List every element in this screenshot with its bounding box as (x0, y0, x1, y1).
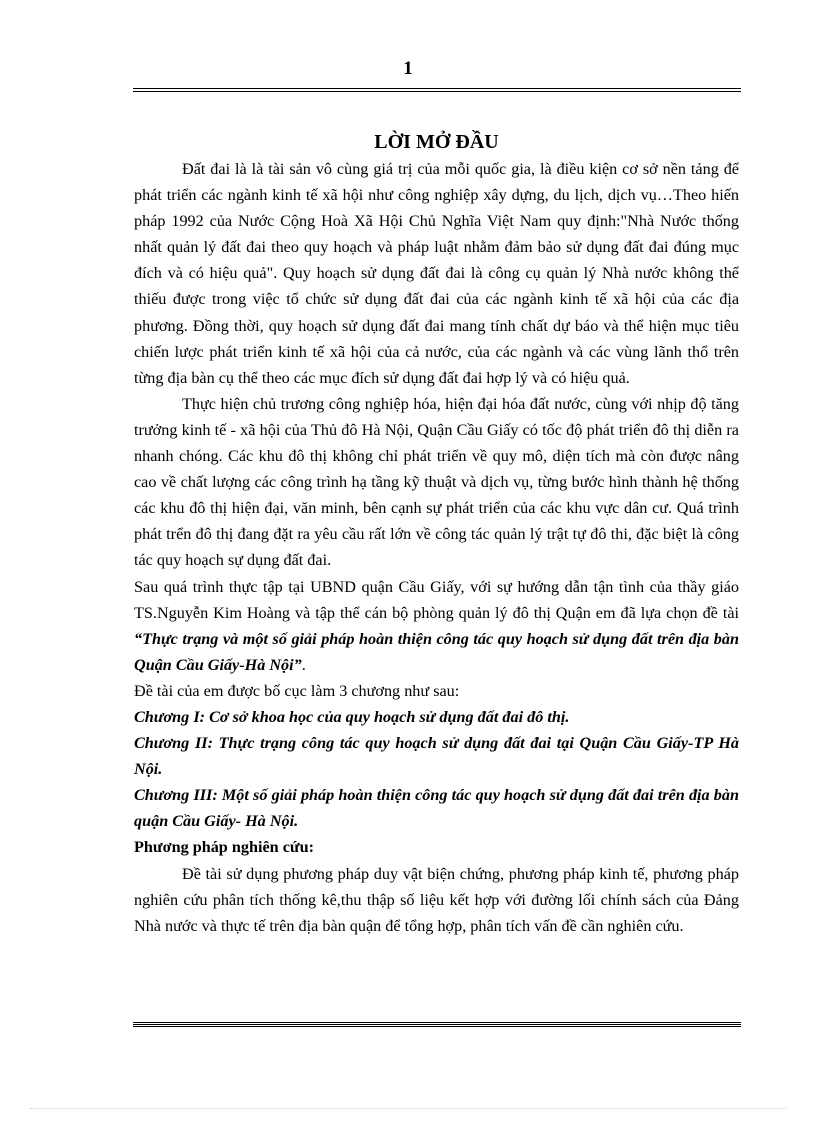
structure-intro: Đề tài của em được bố cục làm 3 chương như sau: (134, 681, 460, 700)
document-title: LỜI MỞ ĐẦU (374, 131, 499, 153)
footer-rule (133, 1022, 741, 1027)
chapter-2: Chương II: Thực trạng công tác quy hoạch sử dụng đất đai tại Quận Cầu Giấy-TP Hà Nội. (134, 734, 739, 779)
topic-intro-text: Sau quá trình thực tập tại UBND quận Cầu Giấy, với sự hướng dẫn tận tình của thầy giáo TS.Nguyễn Kim Hoàng và tập thể cán bộ phòng quản lý đô thị Quận em đã lựa chọn đề tài (134, 577, 739, 622)
header-rule (133, 88, 741, 92)
topic-paragraph (134, 574, 739, 678)
intro-paragraph-land-value: Đất đai là là tài sản vô cùng giá trị của mỗi quốc gia, là điều kiện cơ sở nền tảng để phát triển các ngành kinh tế xã hội như công nghiệp xây dựng, du lịch, dịch vụ…Theo hiến pháp 1992 của Nước Cộng Hoà Xã Hội Chủ Nghĩa Việt Nam quy định:"Nhà Nước thống nhất quản lý đất đai theo quy hoạch và pháp luật nhằm đảm bảo sử dụng đất đai đúng mục đích và có hiệu quả". Quy hoạch sử dụng đất đai là công cụ quản lý Nhà nước không thể thiếu được trong việc tổ chức sử dụng đất đai của các ngành kinh tế xã hội của các địa phương. Đồng thời, quy hoạch sử dụng đất đai mang tính chất dự báo và thể hiện mục tiêu chiến lược phát triển kinh tế xã hội của cả nước, của các ngành và các vùng lãnh thổ trên từng địa bàn cụ thể theo các mục đích sử dụng đất đai hợp lý và có hiệu quả. (134, 160, 739, 387)
chapter-3: Chương III: Một số giải pháp hoàn thiện công tác quy hoạch sử dụng đất đai trên địa bàn quận Cầu Giấy- Hà Nội. (134, 786, 739, 831)
methods-heading: Phương pháp nghiên cứu: (134, 838, 314, 857)
chapter-1: Chương I: Cơ sở khoa học của quy hoạch sử dụng đất đai đô thị. (134, 707, 570, 726)
topic-end-text: . (301, 655, 306, 674)
topic-title: “Thực trạng và một số giải pháp hoàn thiện công tác quy hoạch sử dụng đất trên địa bàn Quận Cầu Giấy-Hà Nội” (134, 629, 739, 674)
page-number: 1 (403, 58, 413, 79)
document-body (134, 128, 739, 939)
methods-paragraph: Đề tài sử dụng phương pháp duy vật biện chứng, phương pháp kinh tế, phương pháp nghiên cứu phân tích thống kê,thu thập số liệu kết hợp với đường lối chính sách của Đảng Nhà nước và thực tế trên địa bàn quận để tổng hợp, phân tích vấn đề cần nghiên cứu. (134, 864, 739, 935)
page-edge-dotted-line (30, 1108, 786, 1109)
intro-paragraph-urbanization: Thực hiện chủ trương công nghiệp hóa, hiện đại hóa đất nước, cùng với nhịp độ tăng trưởng kinh tế - xã hội của Thủ đô Hà Nội, Quận Cầu Giấy có tốc độ phát triển đô thị diễn ra nhanh chóng. Các khu đô thị không chỉ phát triển về quy mô, diện tích mà còn được nâng cao về chất lượng các công trình hạ tầng kỹ thuật và dịch vụ, từng bước hình thành hệ thống các khu đô thị hiện đại, văn minh, bên cạnh sự phát triển của các khu vực dân cư. Quá trình phát trển đô thị đang đặt ra yêu cầu rất lớn về công tác quản lý trật tự đô thi, đặc biệt là công tác quy hoạch sự dụng đất đai. (134, 394, 739, 570)
